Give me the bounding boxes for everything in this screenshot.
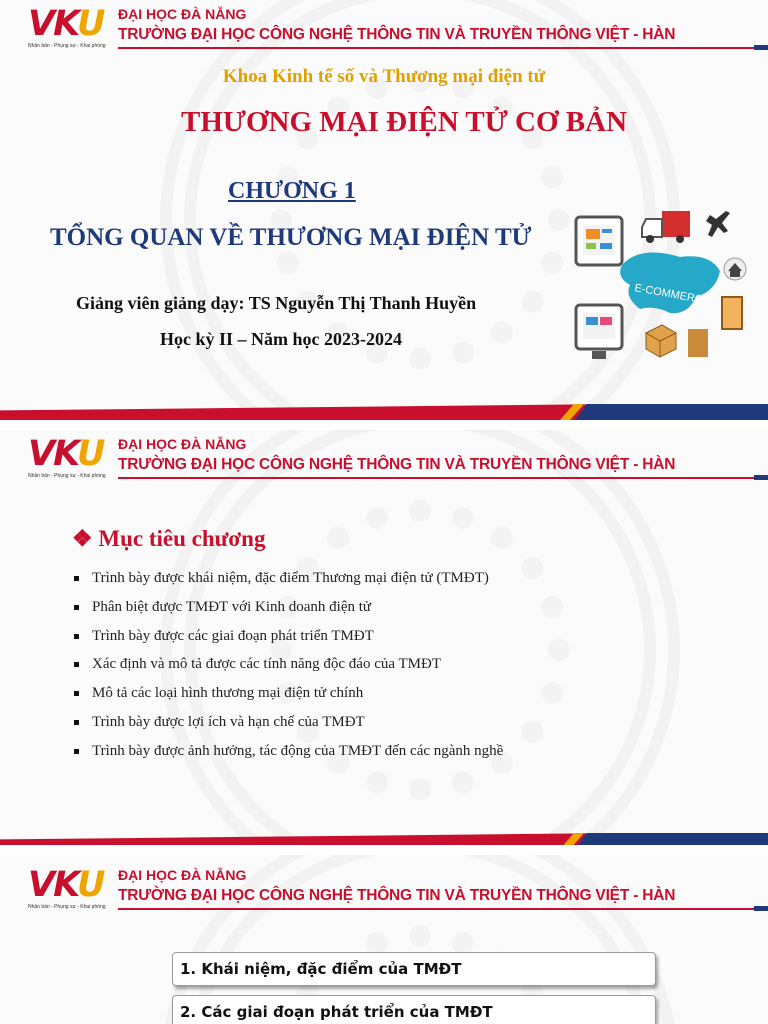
footer-band [0, 833, 768, 845]
logo-tagline: Nhân bản - Phụng sự - Khai phóng [28, 904, 106, 910]
toc-item-2[interactable]: 2. Các giai đoạn phát triển của TMĐT [172, 995, 656, 1024]
slide-title [0, 0, 768, 420]
vku-logo: VKU Nhân bản - Phụng sự - Khai phóng [28, 867, 112, 915]
toc-item-1[interactable]: 1. Khái niệm, đặc điểm của TMĐT [172, 952, 656, 986]
logo-tagline: Nhân bản - Phụng sự - Khai phóng [28, 43, 106, 49]
list-item: Phân biệt được TMĐT với Kinh doanh điện tử [74, 593, 503, 622]
package-icon [688, 329, 708, 357]
course-title: THƯƠNG MẠI ĐIỆN TỬ CƠ BẢN [180, 106, 628, 138]
monitor-icon [576, 217, 622, 265]
objectives-title: ❖ Mục tiêu chương [72, 526, 266, 551]
header-divider [118, 477, 754, 479]
slide-header [28, 867, 768, 915]
vku-logo: VKU Nhân bản - Phụng sự - Khai phóng [28, 6, 112, 54]
house-icon [724, 258, 746, 280]
slide-contents [0, 855, 768, 1024]
school-name: TRƯỜNG ĐẠI HỌC CÔNG NGHỆ THÔNG TIN VÀ TRUYỀN THÔNG VIỆT - HÀN [118, 26, 676, 43]
school-name: TRƯỜNG ĐẠI HỌC CÔNG NGHỆ THÔNG TIN VÀ TRUYỀN THÔNG VIỆT - HÀN [118, 887, 676, 904]
chapter-number: CHƯƠNG 1 [228, 178, 356, 204]
slide-header [28, 6, 768, 54]
list-item: Mô tả các loại hình thương mại điện tử chính [74, 679, 503, 708]
box-icon [646, 325, 676, 357]
list-item: Trình bày được ảnh hưởng, tác động của TMĐT đến các ngành nghề [74, 737, 503, 766]
university-name: ĐẠI HỌC ĐÀ NẴNG [118, 436, 247, 452]
school-name: TRƯỜNG ĐẠI HỌC CÔNG NGHỆ THÔNG TIN VÀ TRUYỀN THÔNG VIỆT - HÀN [118, 456, 676, 473]
semester: Học kỳ II – Năm học 2023-2024 [160, 329, 402, 349]
header-divider [118, 47, 754, 49]
shelf-icon [722, 297, 742, 329]
footer-band [0, 404, 768, 420]
objectives-list [74, 564, 503, 766]
chapter-title: TỔNG QUAN VỀ THƯƠNG MẠI ĐIỆN TỬ [50, 224, 532, 251]
vku-logo: VKU Nhân bản - Phụng sự - Khai phóng [28, 436, 112, 484]
header-divider [118, 908, 754, 910]
list-item: Trình bày được lợi ích và hạn chế của TMĐT [74, 708, 503, 737]
slide-objectives [0, 430, 768, 845]
plane-icon [706, 211, 730, 237]
list-item: Xác định và mô tả được các tính năng độc đáo của TMĐT [74, 650, 503, 679]
svg-text:E-COMMERCE: E-COMMERCE [633, 282, 711, 308]
slide-header [28, 436, 768, 484]
ecommerce-illustration [570, 205, 755, 370]
university-name: ĐẠI HỌC ĐÀ NẴNG [118, 6, 247, 22]
list-item: Trình bày được khái niệm, đặc điểm Thương mại điện tử (TMĐT) [74, 564, 503, 593]
logo-tagline: Nhân bản - Phụng sự - Khai phóng [28, 473, 106, 479]
truck-icon [642, 211, 690, 243]
shopping-monitor-icon [576, 305, 622, 359]
faculty-name: Khoa Kinh tế số và Thương mại điện tử [222, 66, 546, 87]
globe-icon [620, 253, 720, 314]
lecturer-name: Giảng viên giảng dạy: TS Nguyễn Thị Thanh Huyền [76, 293, 477, 313]
university-name: ĐẠI HỌC ĐÀ NẴNG [118, 867, 247, 883]
list-item: Trình bày được các giai đoạn phát triển TMĐT [74, 622, 503, 651]
